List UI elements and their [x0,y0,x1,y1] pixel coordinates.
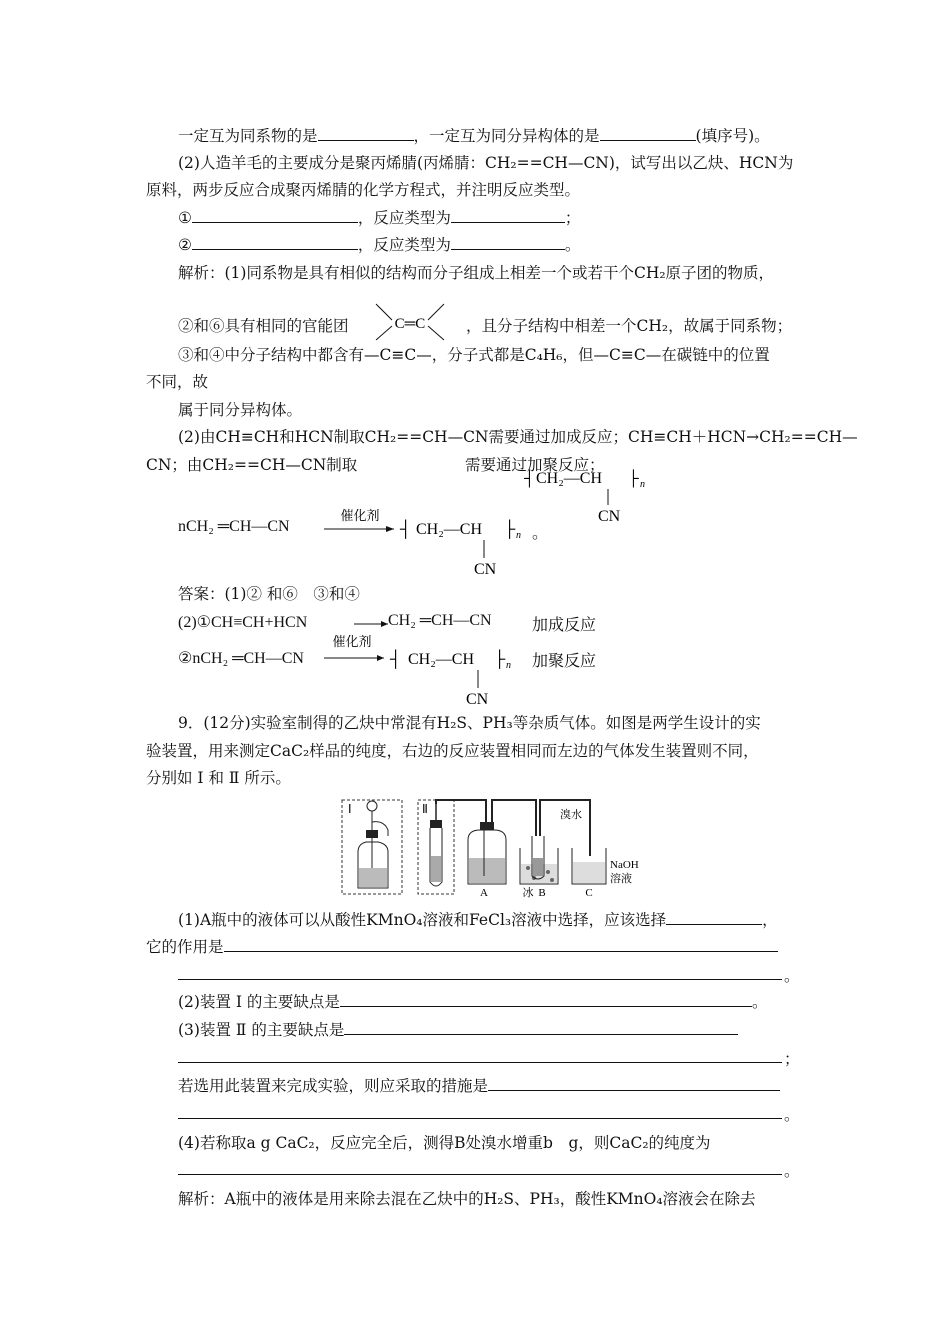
label-bottle-A: A [480,887,488,899]
poly-inline-cn: CN [598,508,621,525]
sub3-blank-2[interactable] [178,1062,782,1063]
polymer-structure [398,508,538,580]
functional-group-text: C═C [394,316,426,332]
catalyst-arrow [322,508,398,538]
equation-period: 。 [532,525,549,542]
polymer-n: n [516,530,521,541]
sub1-purpose-blank[interactable] [224,937,778,952]
analysis-line3: ③和④中分子结构中都含有—C≡C—，分子式都是C₄H₆，但—C≡C—在碳链中的位置 [178,346,770,364]
sub1-period: 。 [784,967,800,985]
polymer-cn: CN [474,561,497,578]
monomer-formula: nCH₂ ═CH—CN [178,518,290,535]
svg-text:├: ├ [494,651,506,668]
polymer-chain: CH₂—CH [416,521,483,538]
q9-line3: 分别如 Ⅰ 和 Ⅱ 所示。 [146,769,291,787]
q9-sub2-line: (2)装置 Ⅰ 的主要缺点是 。 [178,993,768,1011]
label-device-I: Ⅰ [348,802,352,816]
q9-analysis-line: 解析：A瓶中的液体是用来除去混在乙炔中的H₂S、PH₃，酸性KMnO₄溶液会在除去 [178,1190,756,1208]
analysis-line2b: ，且分子结构中相差一个CH₂，故属于同系物； [466,317,793,335]
label-naoh: NaOH [610,859,639,871]
q9-sub1-line: (1)A瓶中的液体可以从酸性KMnO₄溶液和FeCl₃溶液中选择，应该选择 ， [178,911,778,929]
analysis-line5: 属于同分异构体。 [178,401,303,419]
label-ice: 冰 [522,886,534,899]
label-device-II: Ⅱ [422,802,428,816]
q9-line2: 验装置，用来测定CaC₂样品的纯度，右边的反应装置相同而左边的气体发生装置则不同， [146,742,759,760]
sub3-blank[interactable] [344,1020,738,1035]
analysis-line7a: CN；由CH₂==CH—CN制取 [146,456,358,474]
answer-eq2-reactant: ②nCH₂ ═CH—CN [178,650,304,667]
analysis-line4: 不同，故 [146,373,209,391]
q9-sub4-line: (4)若称取a g CaC₂，反应完全后，测得B处溴水增重b g，则CaC₂的纯度为 [178,1134,711,1152]
answer-eq2-arrow [322,632,388,668]
q8-part2-line1: (2)人造羊毛的主要成分是聚丙烯腈(丙烯腈：CH₂==CH—CN)，试写出以乙炔、HCN为 [178,154,794,172]
answer-polymer-chain: CH₂—CH [408,651,475,668]
catalyst-label: 催化剂 [340,509,380,524]
sub3-semicolon: ； [784,1050,800,1068]
q8-part1-line: 一定互为同系物的是 ，一定互为同分异构体的是 (填序号)。 [178,127,770,145]
q8-part2-line2: 原料，两步反应合成聚丙烯腈的化学方程式，并注明反应类型。 [146,181,581,199]
q9-line1: 9．(12分)实验室制得的乙炔中常混有H₂S、PH₃等杂质气体。如图是两学生设计的实 [178,714,761,732]
polymer-structure-inline [520,465,660,525]
step2-equation-blank[interactable] [192,235,358,250]
isomer-answer-blank[interactable] [600,126,696,141]
svg-text:├: ├ [628,471,639,487]
poly-inline-n: n [640,479,645,490]
answer-eq1-product: CH₂ ═CH—CN [388,612,492,629]
apparatus-figure [340,796,640,900]
svg-text:┤: ┤ [400,521,412,538]
svg-text:┤: ┤ [390,651,402,668]
homolog-answer-blank[interactable] [318,126,414,141]
sub1-choice-blank[interactable] [666,910,762,925]
svg-text:├: ├ [504,521,516,538]
sub3-measure-blank-2[interactable] [178,1118,782,1119]
label-solution: 溶液 [610,872,632,885]
sub3-period: 。 [784,1106,800,1124]
sub2-blank[interactable] [340,992,752,1007]
functional-group-structure [370,300,450,344]
answer-eq1-type: 加成反应 [532,617,597,634]
answer-catalyst-label: 催化剂 [332,635,372,650]
label-bottle-C: C [585,887,593,899]
answer-polymer-cn: CN [466,691,489,708]
step2-type-blank[interactable] [451,235,565,250]
svg-text:┤: ┤ [524,471,535,487]
q9-sub3-line: (3)装置 Ⅱ 的主要缺点是 [178,1020,738,1040]
sub4-blank[interactable] [178,1174,782,1175]
label-bottle-B: B [538,887,546,899]
answer-eq1-arrow [352,612,392,634]
answer-eq1-reactants: (2)①CH≡CH+HCN [178,614,308,631]
label-bromine-text: 溴水 [560,808,582,821]
step2-line: ② ，反应类型为 。 [178,236,581,254]
answer-line1: 答案：(1)② 和⑥ ③和④ [178,585,360,603]
sub3-measure-blank[interactable] [488,1076,780,1091]
analysis-line6: (2)由CH≡CH和HCN制取CH₂==CH—CN需要通过加成反应；CH≡CH＋HCN→CH₂==CH— [178,428,858,446]
answer-eq2-type: 加聚反应 [532,653,597,670]
analysis-line1: 解析：(1)同系物是具有相似的结构而分子组成上相差一个或若干个CH₂原子团的物质， [178,264,775,282]
sub4-period: 。 [784,1162,800,1180]
analysis-line2a: ②和⑥具有相同的官能团 [178,317,349,335]
answer-polymer-structure [388,638,528,708]
label-bromine-water [560,807,582,821]
step1-line: ① ，反应类型为 ； [178,209,581,227]
q9-sub1-line2: 它的作用是 [146,937,778,957]
sub1-purpose-blank-2[interactable] [178,979,782,980]
step1-type-blank[interactable] [451,208,565,223]
q9-sub3b-line: 若选用此装置来完成实验，则应采取的措施是 [178,1076,780,1096]
poly-inline-chain: CH₂—CH [536,470,603,487]
step1-equation-blank[interactable] [192,208,358,223]
answer-polymer-n: n [506,660,511,671]
analysis-line7b: 需要通过加聚反应； [465,456,605,474]
